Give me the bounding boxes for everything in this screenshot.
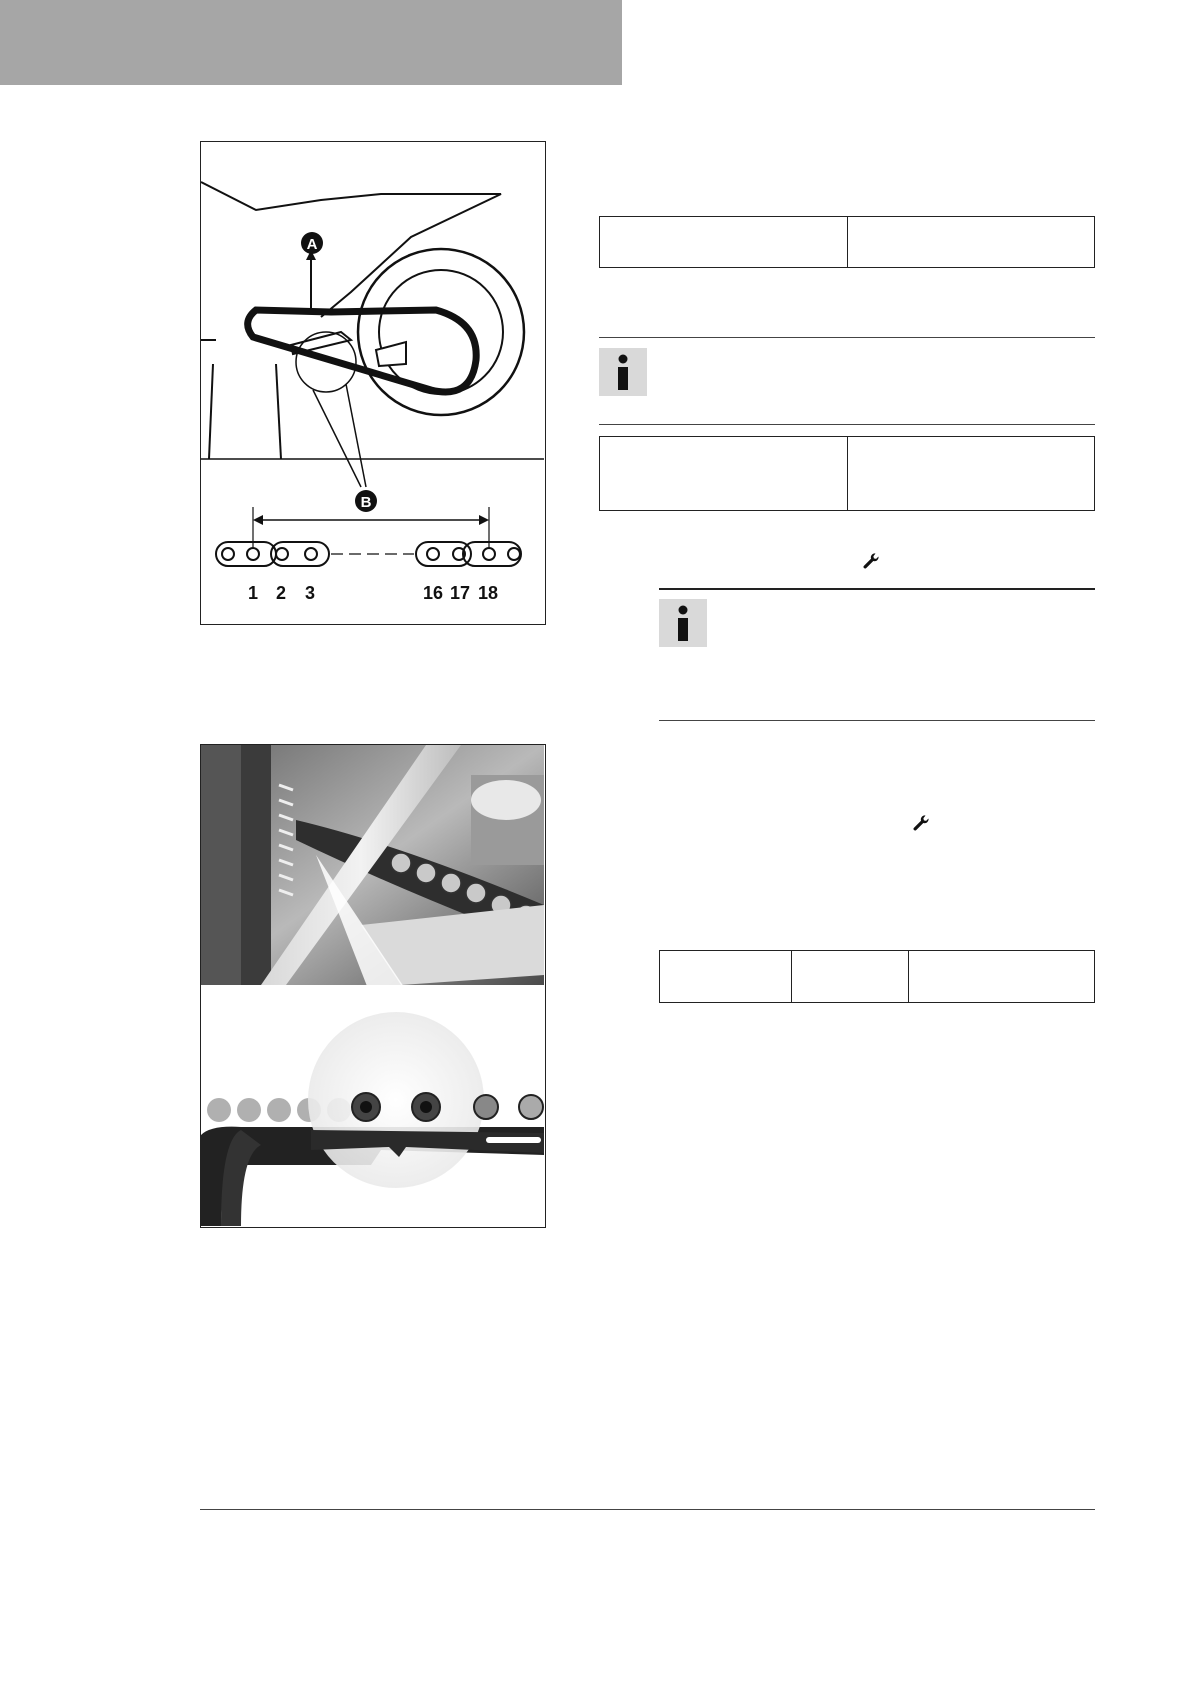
callout-b: B [360, 494, 372, 511]
header-bar [0, 0, 622, 85]
chain-wear-diagram [200, 141, 546, 625]
link-number-18: 18 [477, 583, 499, 603]
link-number-2: 2 [275, 583, 287, 603]
divider-3 [659, 588, 1095, 590]
divider-4 [659, 720, 1095, 721]
spec-table-3 [659, 950, 1095, 1003]
wrench-icon [862, 552, 880, 575]
spec-table-1 [599, 216, 1095, 268]
link-number-16: 16 [422, 583, 444, 603]
callout-a: A [306, 236, 318, 253]
divider-1 [599, 337, 1095, 338]
spec-table-3-cell-2 [792, 951, 909, 1002]
spec-table-3-cell-1 [660, 951, 792, 1002]
spec-table-1-cell-1 [600, 217, 848, 267]
spec-table-2-cell-1 [600, 437, 848, 510]
info-icon [659, 599, 707, 647]
wrench-icon [912, 814, 930, 837]
spec-table-2 [599, 436, 1095, 511]
link-number-3: 3 [304, 583, 316, 603]
spec-table-2-cell-2 [848, 437, 1094, 510]
spec-table-1-cell-2 [848, 217, 1094, 267]
spec-table-3-cell-3 [909, 951, 1094, 1002]
info-icon [599, 348, 647, 396]
chain-slider-photo [200, 744, 546, 1228]
divider-2 [599, 424, 1095, 425]
link-number-1: 1 [247, 583, 259, 603]
link-number-17: 17 [449, 583, 471, 603]
footer-rule [200, 1509, 1095, 1510]
